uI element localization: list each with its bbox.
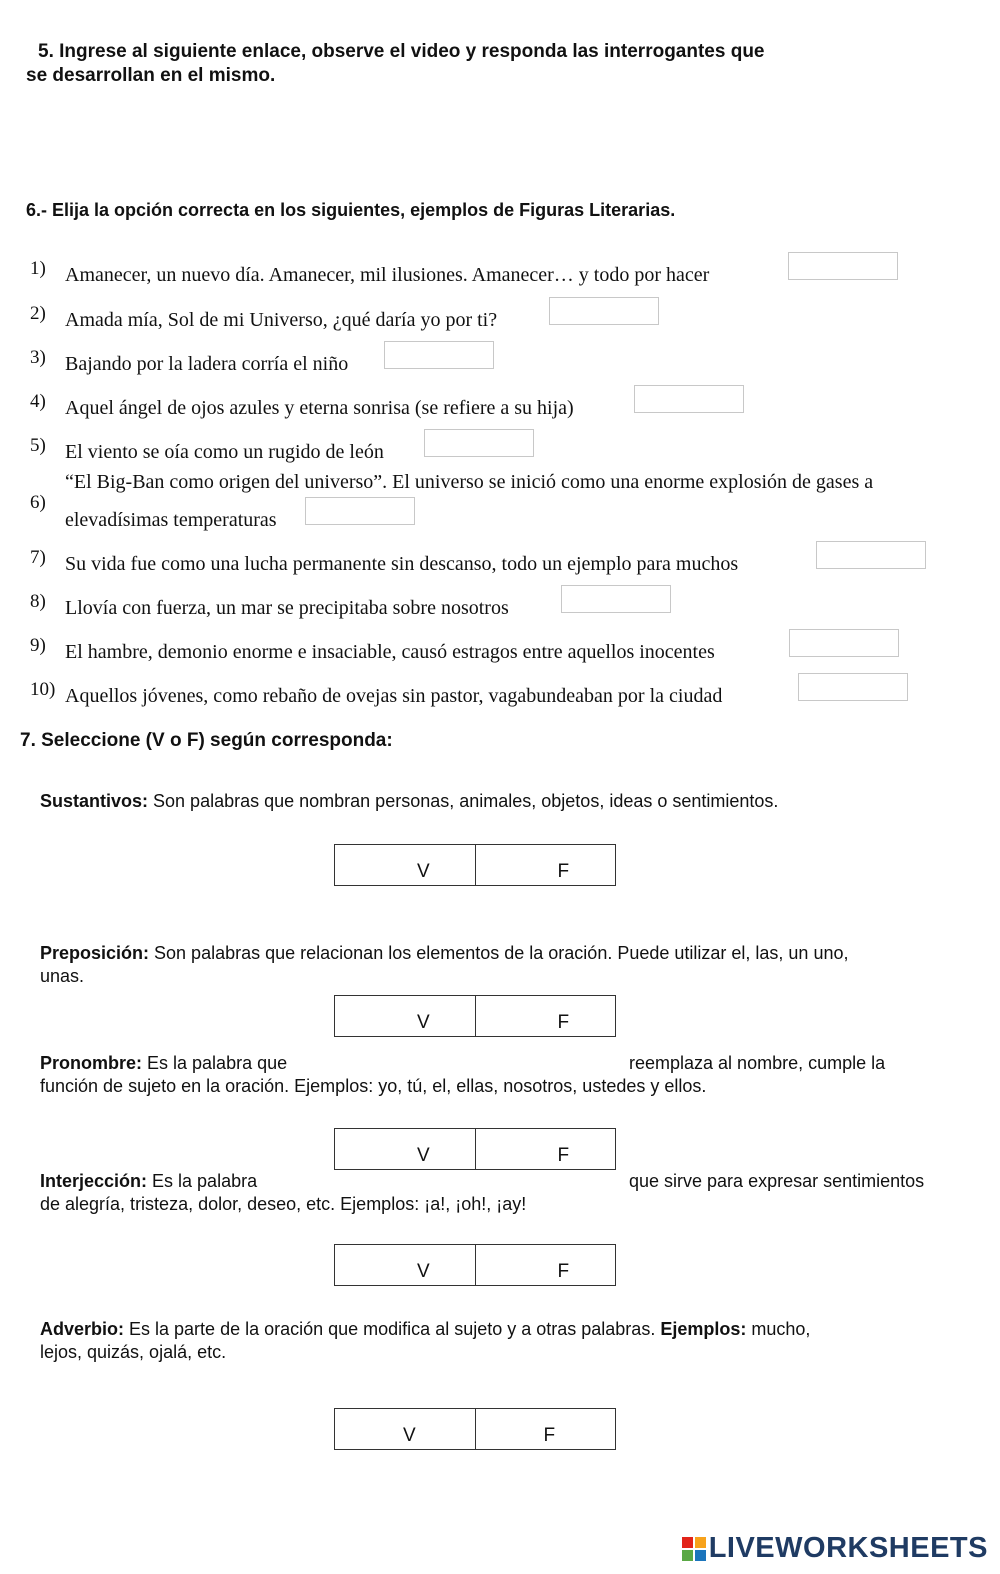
true-option[interactable]: V — [417, 1145, 430, 1166]
statement-term: Interjección: — [40, 1171, 148, 1191]
false-option[interactable]: F — [475, 1409, 616, 1449]
answer-box-2[interactable] — [549, 297, 659, 325]
item-text: Su vida fue como una lucha permanente sin descanso, todo un ejemplo para muchos — [65, 553, 739, 575]
item-number: 5) — [30, 435, 46, 456]
false-option[interactable]: F — [475, 1129, 616, 1169]
item-text: Aquellos jóvenes, como rebaño de ovejas sin pastor, vagabundeaban por la ciudad — [65, 685, 723, 707]
answer-box-3[interactable] — [384, 341, 494, 369]
statement-pronombre — [40, 1052, 970, 1098]
statement-term: Sustantivos: — [40, 791, 149, 811]
statement-preposicion — [40, 942, 970, 988]
statement-term: Preposición: — [40, 943, 150, 963]
false-option[interactable]: F — [475, 1245, 616, 1285]
statement-text-after: mucho, — [746, 1319, 811, 1339]
answer-box-1[interactable] — [788, 252, 898, 280]
statement-text: Son palabras que relacionan los elementos de la oración. Puede utilizar el, las, un uno, — [149, 943, 849, 963]
vf-selector-4 — [334, 1244, 616, 1286]
answer-box-6[interactable] — [305, 497, 415, 525]
statement-adverbio — [40, 1318, 970, 1364]
item-number: 6) — [30, 492, 46, 513]
item-text: Aquel ángel de ojos azules y eterna sonrisa (se refiere a su hija) — [65, 397, 574, 419]
statement-text: Es la palabra — [147, 1171, 258, 1191]
statement-interjeccion — [40, 1170, 970, 1216]
item-number: 2) — [30, 303, 46, 324]
item-number: 7) — [30, 547, 46, 568]
vf-selector-2 — [334, 995, 616, 1037]
item-number: 9) — [30, 635, 46, 656]
vf-selector-3 — [334, 1128, 616, 1170]
item-number: 10) — [30, 679, 56, 700]
statement-text-right: que sirve para expresar sentimientos — [629, 1171, 925, 1191]
liveworksheets-logo — [682, 1532, 988, 1565]
statement-term-examples: Ejemplos: — [660, 1319, 747, 1339]
question-5-line2: se desarrollan en el mismo. — [26, 65, 276, 86]
question-5-line1: 5. Ingrese al siguiente enlace, observe el video y responda las interrogantes que — [38, 41, 765, 62]
statement-text: Es la palabra que — [142, 1053, 288, 1073]
statement-text-continued: lejos, quizás, ojalá, etc. — [40, 1342, 227, 1362]
item-number: 3) — [30, 347, 46, 368]
true-option[interactable]: V — [403, 1425, 416, 1446]
item-text-continued: elevadísimas temperaturas — [65, 509, 277, 531]
question-5 — [26, 40, 926, 88]
answer-box-7[interactable] — [816, 541, 926, 569]
statement-text: Son palabras que nombran personas, animales, objetos, ideas o sentimientos. — [148, 791, 779, 811]
true-option[interactable]: V — [417, 1012, 430, 1033]
item-text: Llovía con fuerza, un mar se precipitaba sobre nosotros — [65, 597, 509, 619]
false-option[interactable]: F — [475, 845, 616, 885]
vf-selector-5 — [334, 1408, 616, 1450]
answer-box-8[interactable] — [561, 585, 671, 613]
answer-box-5[interactable] — [424, 429, 534, 457]
logo-squares-icon — [682, 1537, 706, 1561]
vf-selector-1 — [334, 844, 616, 886]
item-text: El hambre, demonio enorme e insaciable, causó estragos entre aquellos inocentes — [65, 641, 715, 663]
item-number: 4) — [30, 391, 46, 412]
item-number: 8) — [30, 591, 46, 612]
item-number: 1) — [30, 258, 46, 279]
logo-text: LIVEWORKSHEETS — [708, 1532, 988, 1564]
item-text: Amanecer, un nuevo día. Amanecer, mil ilusiones. Amanecer… y todo por hacer — [65, 264, 710, 286]
statement-text-continued: de alegría, tristeza, dolor, deseo, etc. Ejemplos: ¡a!, ¡oh!, ¡ay! — [40, 1194, 527, 1214]
statement-sustantivos — [40, 790, 970, 813]
true-option[interactable]: V — [417, 1261, 430, 1282]
statement-text-right: reemplaza al nombre, cumple la — [629, 1053, 886, 1073]
statement-term: Pronombre: — [40, 1053, 143, 1073]
false-option[interactable]: F — [475, 996, 616, 1036]
item-text: “El Big-Ban como origen del universo”. El universo se inició como una enorme explosión de gases a — [65, 471, 874, 493]
item-text: El viento se oía como un rugido de león — [65, 441, 384, 463]
statement-text-continued: unas. — [40, 966, 85, 986]
answer-box-9[interactable] — [789, 629, 899, 657]
statement-text-continued: función de sujeto en la oración. Ejemplos: yo, tú, el, ellas, nosotros, ustedes y ellos. — [40, 1076, 707, 1096]
answer-box-10[interactable] — [798, 673, 908, 701]
item-text: Bajando por la ladera corría el niño — [65, 353, 349, 375]
question-7-title: 7. Seleccione (V o F) según corresponda: — [20, 730, 393, 751]
true-option[interactable]: V — [417, 861, 430, 882]
statement-text: Es la parte de la oración que modifica al sujeto y a otras palabras. — [124, 1319, 661, 1339]
item-text: Amada mía, Sol de mi Universo, ¿qué daría yo por ti? — [65, 309, 498, 331]
statement-term: Adverbio: — [40, 1319, 125, 1339]
answer-box-4[interactable] — [634, 385, 744, 413]
question-6-title: 6.- Elija la opción correcta en los siguientes, ejemplos de Figuras Literarias. — [26, 200, 676, 220]
